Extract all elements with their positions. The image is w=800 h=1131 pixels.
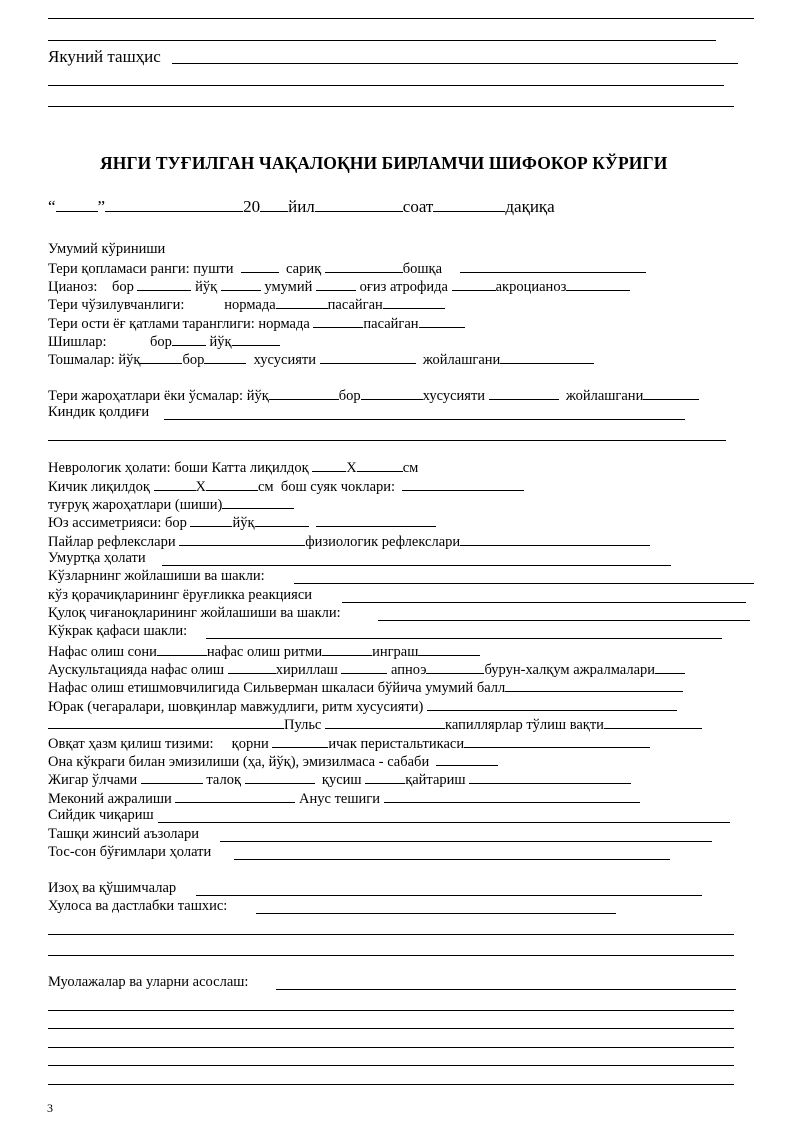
field[interactable] xyxy=(365,769,405,784)
field[interactable] xyxy=(320,349,416,364)
field[interactable] xyxy=(222,494,294,509)
field[interactable] xyxy=(604,714,702,729)
field[interactable] xyxy=(255,512,309,527)
blank-line xyxy=(48,1047,734,1048)
gi-row: Овқат ҳазм қилиш тизими: қорни ичак перистальтикаси xyxy=(48,733,650,753)
blank-line xyxy=(48,1028,734,1029)
urine-label: Сийдик чиқариш xyxy=(48,807,154,823)
field[interactable] xyxy=(179,531,305,546)
face-asymmetry-row: Юз ассиметрияси: бор йўқ xyxy=(48,512,436,532)
blank-line xyxy=(48,934,734,935)
respiration-rate-row: Нафас олиш сони нафас олиш ритми инграш xyxy=(48,641,480,661)
field[interactable] xyxy=(460,258,646,273)
page-number: 3 xyxy=(47,1101,53,1115)
spine-label: Умуртқа ҳолати xyxy=(48,550,146,566)
edema-row: Шишлар: бор йўқ xyxy=(48,331,280,351)
field[interactable] xyxy=(357,457,403,472)
field[interactable] xyxy=(245,769,315,784)
final-diagnosis-label: Якуний ташҳис xyxy=(48,47,161,66)
field[interactable] xyxy=(313,313,363,328)
general-heading: Умумий кўриниши xyxy=(48,241,166,257)
field[interactable] xyxy=(312,457,346,472)
treatment-label: Муолажалар ва уларни асослаш: xyxy=(48,974,249,990)
additions-label: Изоҳ ва қўшимчалар xyxy=(48,880,177,896)
ears-label: Қулоқ чиғаноқларининг жойлашиши ва шакли: xyxy=(48,605,341,621)
eyes-field[interactable] xyxy=(294,583,754,584)
field[interactable] xyxy=(469,769,631,784)
field[interactable] xyxy=(272,733,328,748)
field[interactable] xyxy=(241,258,279,273)
hour-field[interactable] xyxy=(315,197,403,212)
field[interactable] xyxy=(140,349,182,364)
field[interactable] xyxy=(175,788,295,803)
minute-field[interactable] xyxy=(433,197,505,212)
field[interactable] xyxy=(464,733,650,748)
hip-joints-label: Тос-сон бўғимлари ҳолати xyxy=(48,844,212,860)
field[interactable] xyxy=(154,476,196,491)
blank-line xyxy=(48,40,716,41)
silverman-row: Нафас олиш етишмовчилигида Сильверман шкаласи бўйича умумий балл xyxy=(48,677,683,697)
field[interactable] xyxy=(655,659,685,674)
field[interactable] xyxy=(452,276,496,291)
year-field[interactable] xyxy=(260,197,288,212)
cyanosis-row: Цианоз: бор йўқ умумий оғиз атрофида акроцианоз xyxy=(48,276,630,296)
blank-line xyxy=(48,955,734,956)
blank-line xyxy=(48,1065,734,1066)
field[interactable] xyxy=(419,313,465,328)
genitals-label: Ташқи жинсий аъзолари xyxy=(48,826,199,842)
final-diagnosis-field[interactable] xyxy=(172,63,738,64)
page-title: ЯНГИ ТУҒИЛГАН ЧАҚАЛОҚНИ БИРЛАМЧИ ШИФОКОР КЎРИГИ xyxy=(100,153,668,173)
field[interactable] xyxy=(325,714,445,729)
field[interactable] xyxy=(500,349,594,364)
field[interactable] xyxy=(325,258,403,273)
field[interactable] xyxy=(505,677,683,692)
reflexes-row: Пайлар рефлекслари физиологик рефлекслари xyxy=(48,531,650,551)
pulse-row: Пульс капиллярлар тўлиш вақти xyxy=(48,714,702,734)
field[interactable] xyxy=(402,476,524,491)
conclusion-label: Хулоса ва дастлабки ташхис: xyxy=(48,898,228,914)
conclusion-field[interactable] xyxy=(256,913,616,914)
day-field[interactable] xyxy=(56,197,98,212)
skin-elasticity-row: Тери чўзилувчанлиги: нормада пасайган xyxy=(48,294,445,314)
birth-injuries-row: туғруқ жароҳатлари (шиши) xyxy=(48,494,294,514)
breastfeeding-row: Она кўкраги билан эмизилиши (ҳа, йўқ), эмизилмаса - сабаби xyxy=(48,751,498,771)
field[interactable] xyxy=(322,641,372,656)
meconium-row: Меконий ажралиши Анус тешиги xyxy=(48,788,640,808)
field[interactable] xyxy=(341,659,387,674)
blank-line xyxy=(48,18,754,19)
pupils-label: кўз қорачиқларининг ёруғликка реакцияси xyxy=(48,587,313,603)
blank-line xyxy=(48,1084,734,1085)
field[interactable] xyxy=(460,531,650,546)
field[interactable] xyxy=(190,512,232,527)
urine-field[interactable] xyxy=(158,822,730,823)
field[interactable] xyxy=(137,276,191,291)
field[interactable] xyxy=(157,641,207,656)
field[interactable] xyxy=(276,294,328,309)
treatment-field[interactable] xyxy=(276,989,736,990)
field[interactable] xyxy=(232,331,280,346)
chest-label: Кўкрак қафаси шакли: xyxy=(48,623,188,639)
small-fontanelle-row: Кичик лиқилдоқ Х см бош суяк чоклари: xyxy=(48,476,524,496)
field[interactable] xyxy=(204,349,246,364)
field[interactable] xyxy=(566,276,630,291)
rash-row: Тошмалар: йўқ бор хусусияти жойлашгани xyxy=(48,349,594,369)
field[interactable] xyxy=(141,769,203,784)
field[interactable] xyxy=(316,512,436,527)
field[interactable] xyxy=(206,476,258,491)
field[interactable] xyxy=(172,331,206,346)
date-line: “ ” 20 йил соат дақиқа xyxy=(48,197,555,216)
additions-field[interactable] xyxy=(196,895,702,896)
liver-row: Жигар ўлчами талоқ қусиш қайтариш xyxy=(48,769,631,789)
field[interactable] xyxy=(418,641,480,656)
field[interactable] xyxy=(643,385,699,400)
umbilical-field[interactable] xyxy=(164,419,685,420)
ears-field[interactable] xyxy=(378,620,750,621)
field[interactable] xyxy=(221,276,261,291)
field[interactable] xyxy=(48,714,284,729)
auscultation-row: Аускультацияда нафас олиш хириллаш апноэ бурун-халқум ажралмалари xyxy=(48,659,685,679)
field[interactable] xyxy=(269,385,339,400)
field[interactable] xyxy=(361,385,423,400)
skin-injuries-row: Тери жароҳатлари ёки ўсмалар: йўқ бор хусусияти жойлашгани xyxy=(48,385,699,405)
field[interactable] xyxy=(384,788,640,803)
blank-line xyxy=(48,1010,734,1011)
field[interactable] xyxy=(316,276,356,291)
neuro-status-row: Неврологик ҳолати: боши Катта лиқилдоқ Х см xyxy=(48,457,418,477)
genitals-field[interactable] xyxy=(220,841,712,842)
spine-field[interactable] xyxy=(162,565,671,566)
field[interactable] xyxy=(426,659,484,674)
field[interactable] xyxy=(489,385,559,400)
field[interactable] xyxy=(436,751,498,766)
umbilical-label: Киндик қолдиғи xyxy=(48,404,150,420)
eyes-label: Кўзларнинг жойлашиши ва шакли: xyxy=(48,568,265,584)
field[interactable] xyxy=(427,696,677,711)
hip-joints-field[interactable] xyxy=(234,859,670,860)
blank-line xyxy=(48,85,724,86)
subcutaneous-fat-row: Тери ости ёғ қатлами таранглиги: нормада пасайган xyxy=(48,313,465,333)
month-field[interactable] xyxy=(105,197,243,212)
field[interactable] xyxy=(228,659,276,674)
blank-line xyxy=(48,106,734,107)
pupils-field[interactable] xyxy=(342,602,746,603)
field[interactable] xyxy=(383,294,445,309)
chest-field[interactable] xyxy=(206,638,722,639)
blank-line xyxy=(48,440,726,441)
heart-row: Юрак (чегаралари, шовқинлар мавжудлиги, ритм хусусияти) xyxy=(48,696,677,716)
skin-color-row: Тери қопламаси ранги: пушти сариқ бошқа xyxy=(48,258,646,278)
